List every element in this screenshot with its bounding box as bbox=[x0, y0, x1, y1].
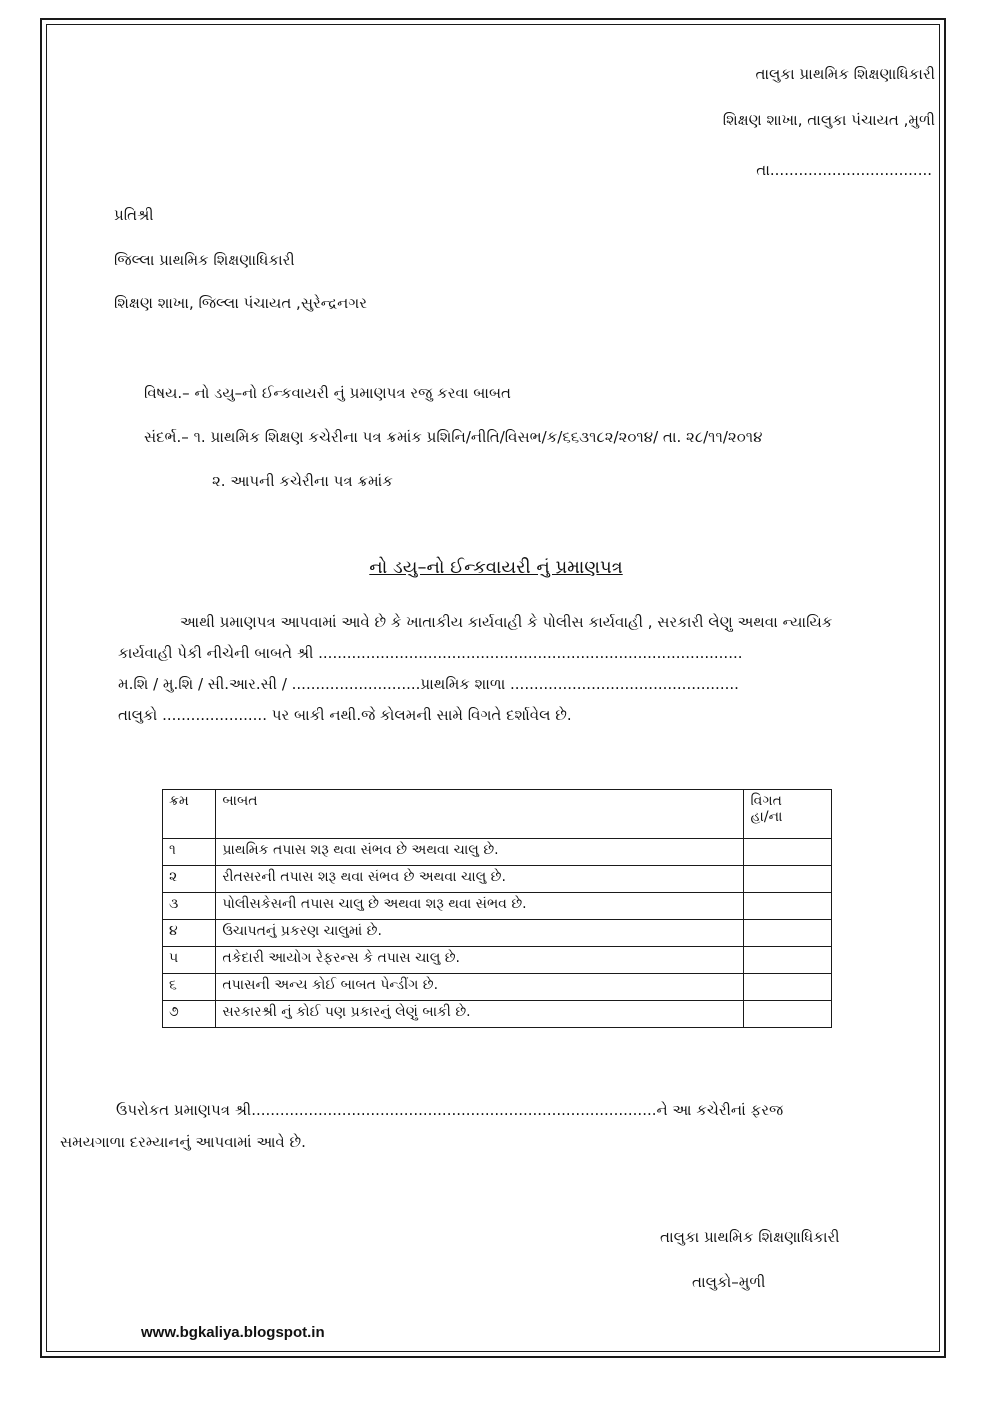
table-row bbox=[163, 947, 832, 974]
row-detail bbox=[744, 1001, 832, 1028]
office-address: શિક્ષણ શાખા, તાલુકા પંચાયત ,મુળી bbox=[722, 111, 935, 129]
row-item: પોલીસકેસની તપાસ ચાલુ છે અથવા શરૂ થવા સંભવ છે. bbox=[216, 893, 744, 920]
header-yes-no-label: હા/ના bbox=[750, 809, 783, 825]
row-serial: ૪ bbox=[163, 920, 216, 947]
closing-line-1: ઉપરોકત પ્રમાણપત્ર શ્રી.....................................................................................ને આ કચેરીનાં ફરજ bbox=[116, 1101, 784, 1119]
row-item: ઉચાપતનું પ્રકરણ ચાલુમાં છે. bbox=[216, 920, 744, 947]
row-detail bbox=[744, 893, 832, 920]
signature-title: તાલુકા પ્રાથમિક શિક્ષણાધિકારી bbox=[660, 1228, 840, 1246]
row-detail bbox=[744, 866, 832, 893]
table-row bbox=[163, 839, 832, 866]
row-item: તપાસની અન્ય કોઈ બાબત પેન્ડીંગ છે. bbox=[216, 974, 744, 1001]
row-item: પ્રાથમિક તપાસ શરૂ થવા સંભવ છે અથવા ચાલુ છે. bbox=[216, 839, 744, 866]
row-serial: ૬ bbox=[163, 974, 216, 1001]
footer-url: www.bgkaliya.blogspot.in bbox=[141, 1324, 325, 1341]
recipient-address: શિક્ષણ શાખા, જિલ્લા પંચાયત ,સુરેન્દ્રનગર bbox=[114, 294, 367, 312]
row-detail bbox=[744, 920, 832, 947]
row-serial: ૩ bbox=[163, 893, 216, 920]
row-serial: ૭ bbox=[163, 1001, 216, 1028]
closing-line-2: સમયગાળા દરમ્યાનનું આપવામાં આવે છે. bbox=[60, 1133, 306, 1151]
table-row bbox=[163, 920, 832, 947]
date-line: તા.................................. bbox=[756, 161, 932, 179]
row-item: તકેદારી આયોગ રેફરન્સ કે તપાસ ચાલુ છે. bbox=[216, 947, 744, 974]
certificate-title: નો ડયુ–નો ઈન્કવાયરી નું પ્રમાણપત્ર bbox=[369, 557, 623, 578]
row-serial: ૨ bbox=[163, 866, 216, 893]
row-detail bbox=[744, 839, 832, 866]
header-serial: ક્રમ bbox=[163, 790, 216, 839]
header-detail-label: વિગત bbox=[750, 793, 782, 809]
signature-place: તાલુકો–મુળી bbox=[692, 1273, 766, 1291]
row-serial: ૧ bbox=[163, 839, 216, 866]
table-row bbox=[163, 893, 832, 920]
table-row bbox=[163, 866, 832, 893]
table-row bbox=[163, 1001, 832, 1028]
row-detail bbox=[744, 974, 832, 1001]
row-serial: ૫ bbox=[163, 947, 216, 974]
header-detail bbox=[744, 790, 832, 839]
row-detail bbox=[744, 947, 832, 974]
table-row bbox=[163, 974, 832, 1001]
body-line-1: આથી પ્રમાણપત્ર આપવામાં આવે છે કે ખાતાકીય કાર્યવાહી કે પોલીસ કાર્યવાહી , સરકારી લેણુ અથવા ન્યાયિક bbox=[180, 613, 833, 631]
body-line-4: તાલુકો ...................... પર બાકી નથી.જે કોલમની સામે વિગતે દર્શાવેલ છે. bbox=[118, 706, 572, 724]
reference-line-2: ૨. આપની કચેરીના પત્ર ક્રમાંક bbox=[212, 472, 393, 490]
reference-line-1: સંદર્ભ.– ૧. પ્રાથમિક શિક્ષણ કચેરીના પત્ર ક્રમાંક પ્રશિનિ/નીતિ/વિસભ/ક/૬૬૩૧૮૨/૨૦૧૪/ તા. ૨૮/૧૧/૨૦૧૪ bbox=[144, 428, 763, 446]
recipient-salutation: પ્રતિશ્રી bbox=[114, 206, 154, 224]
subject-line: વિષય.– નો ડયુ–નો ઈન્કવાયરી નું પ્રમાણપત્ર રજુ કરવા બાબત bbox=[144, 384, 511, 402]
table-header-row bbox=[163, 790, 832, 839]
body-line-2: કાર્યવાહી પેકી નીચેની બાબતે શ્રી ......................................................................................... bbox=[118, 644, 743, 662]
row-item: રીતસરની તપાસ શરૂ થવા સંભવ છે અથવા ચાલુ છે. bbox=[216, 866, 744, 893]
details-table bbox=[162, 789, 832, 1028]
body-line-3: મ.શિ / મુ.શિ / સી.આર.સી / ...........................પ્રાથમિક શાળા ................................................ bbox=[118, 675, 739, 693]
recipient-title: જિલ્લા પ્રાથમિક શિક્ષણાધિકારી bbox=[114, 251, 295, 269]
office-name: તાલુકા પ્રાથમિક શિક્ષણાધિકારી bbox=[755, 65, 935, 83]
header-item: બાબત bbox=[216, 790, 744, 839]
row-item: સરકારશ્રી નું કોઈ પણ પ્રકારનું લેણું બાકી છે. bbox=[216, 1001, 744, 1028]
